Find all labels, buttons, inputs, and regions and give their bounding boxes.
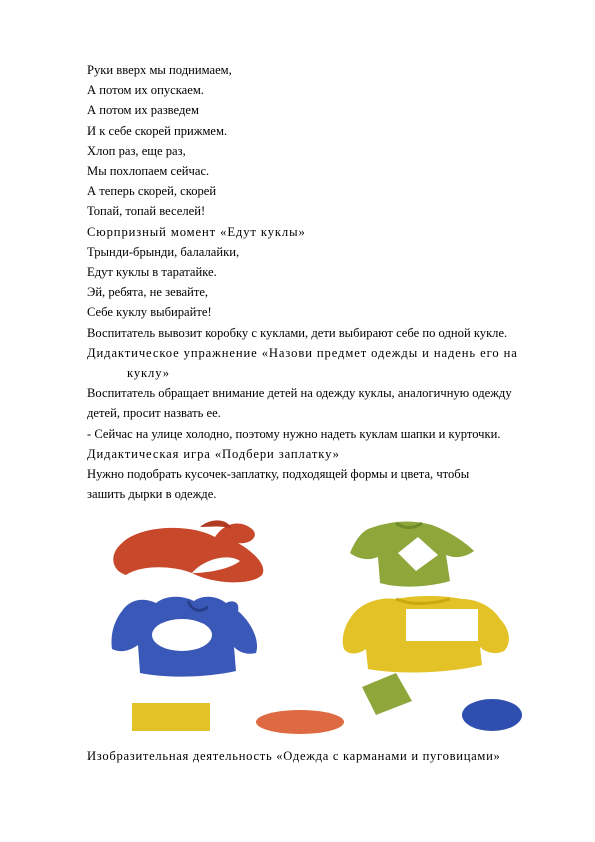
text-block [87, 60, 567, 504]
surprise-note: Воспитатель вывозит коробку с куклами, дети выбирают себе по одной кукле. [87, 325, 508, 340]
poem-line: Топай, топай веселей! [87, 204, 206, 219]
exercise-heading-continued: куклу» [127, 366, 170, 381]
orange-oval-patch[interactable] [256, 710, 344, 734]
surprise-heading: Сюрпризный момент «Едут куклы» [87, 224, 306, 239]
poem-line: Мы похлопаем сейчас. [87, 164, 210, 179]
green-diamond-patch[interactable] [362, 673, 412, 715]
exercise-heading: Дидактическое упражнение «Назови предмет одежды и надень его на [87, 345, 518, 360]
poem-line: А потом их опускаем. [87, 83, 204, 98]
green-shirt-image [350, 522, 474, 587]
footer-heading: Изобразительная деятельность «Одежда с карманами и пуговицами» [87, 749, 501, 763]
red-hat-image [113, 520, 263, 582]
exercise-text: Воспитатель обращает внимание детей на одежду куклы, аналогичную одежду [87, 386, 512, 401]
exercise-text: детей, просит назвать ее. [87, 406, 221, 421]
surprise-line: Себе куклу выбирайте! [87, 305, 212, 320]
poem-line: Хлоп раз, еще раз, [87, 143, 186, 158]
game-text: Нужно подобрать кусочек-заплатку, подходящей формы и цвета, чтобы [87, 467, 470, 482]
game-text: зашить дырки в одежде. [87, 487, 217, 502]
poem-line: А потом их разведем [87, 103, 199, 118]
surprise-line: Трынди-брынди, балалайки, [87, 244, 240, 259]
poem-line: Руки вверх мы поднимаем, [87, 63, 232, 77]
surprise-line: Едут куклы в таратайке. [87, 265, 217, 280]
poem-line: А теперь скорей, скорей [87, 184, 217, 199]
yellow-sweater-image [343, 596, 509, 672]
surprise-line: Эй, ребята, не зевайте, [87, 285, 209, 300]
game-heading: Дидактическая игра «Подбери заплатку» [87, 446, 340, 461]
patch-shapes [132, 673, 522, 734]
blue-oval-patch[interactable] [462, 699, 522, 731]
patch-game-illustration [100, 515, 550, 745]
exercise-text: - Сейчас на улице холодно, поэтому нужно надеть куклам шапки и курточки. [87, 426, 501, 441]
poem-line: И к себе скорей прижмем. [87, 123, 228, 138]
blue-jacket-image [111, 597, 257, 677]
yellow-rectangle-patch[interactable] [132, 703, 210, 731]
